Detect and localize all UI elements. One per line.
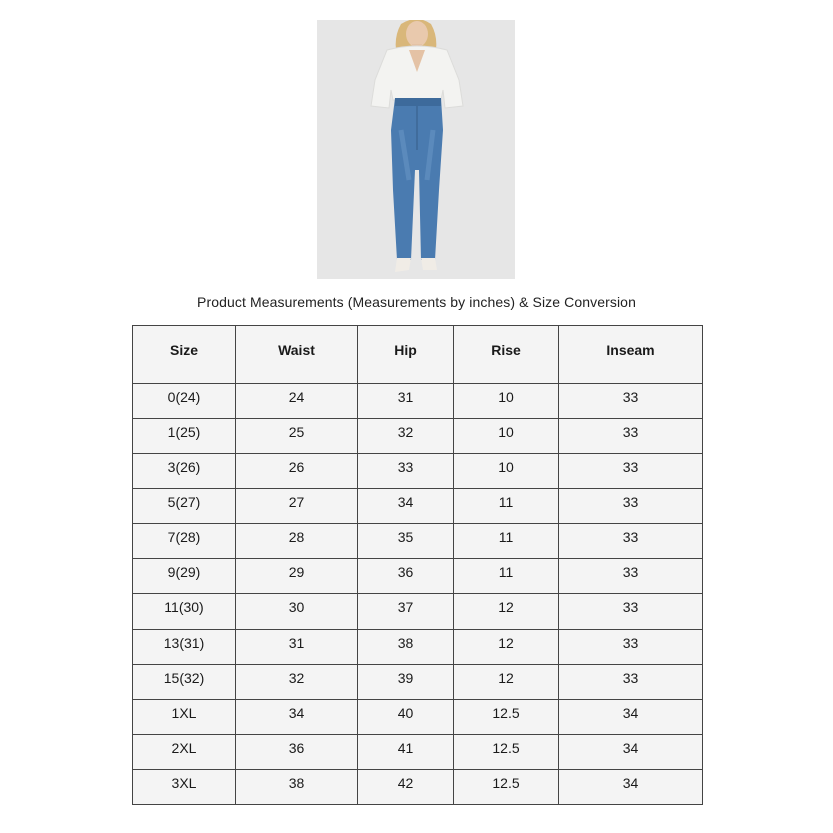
cell-inseam: 33 (559, 629, 703, 664)
cell-size: 3XL (133, 769, 236, 804)
cell-waist: 38 (236, 769, 358, 804)
cell-hip: 39 (358, 664, 454, 699)
cell-inseam: 33 (559, 419, 703, 454)
product-photo (317, 20, 515, 279)
cell-size: 15(32) (133, 664, 236, 699)
table-row (133, 699, 703, 734)
cell-size: 0(24) (133, 384, 236, 419)
cell-inseam: 33 (559, 524, 703, 559)
table-row (133, 629, 703, 664)
cell-inseam: 33 (559, 559, 703, 594)
cell-waist: 25 (236, 419, 358, 454)
table-row (133, 664, 703, 699)
cell-waist: 27 (236, 489, 358, 524)
table-row (133, 769, 703, 804)
table-header-row (133, 326, 703, 384)
table-row (133, 454, 703, 489)
cell-rise: 10 (454, 384, 559, 419)
header-rise: Rise (454, 326, 559, 384)
cell-hip: 41 (358, 734, 454, 769)
cell-hip: 35 (358, 524, 454, 559)
header-waist: Waist (236, 326, 358, 384)
cell-size: 9(29) (133, 559, 236, 594)
cell-hip: 38 (358, 629, 454, 664)
table-row (133, 489, 703, 524)
cell-rise: 12.5 (454, 699, 559, 734)
header-size: Size (133, 326, 236, 384)
cell-rise: 11 (454, 489, 559, 524)
table-row (133, 384, 703, 419)
cell-hip: 31 (358, 384, 454, 419)
cell-hip: 40 (358, 699, 454, 734)
header-inseam: Inseam (559, 326, 703, 384)
cell-rise: 12 (454, 594, 559, 629)
table-body (133, 384, 703, 805)
cell-waist: 24 (236, 384, 358, 419)
cell-hip: 42 (358, 769, 454, 804)
cell-rise: 10 (454, 419, 559, 454)
cell-size: 1(25) (133, 419, 236, 454)
cell-hip: 36 (358, 559, 454, 594)
table-row (133, 594, 703, 629)
cell-inseam: 34 (559, 734, 703, 769)
cell-waist: 36 (236, 734, 358, 769)
table-row (133, 559, 703, 594)
table-row (133, 524, 703, 559)
cell-rise: 11 (454, 559, 559, 594)
table-caption: Product Measurements (Measurements by inches) & Size Conversion (197, 294, 636, 310)
cell-rise: 11 (454, 524, 559, 559)
cell-rise: 10 (454, 454, 559, 489)
cell-waist: 32 (236, 664, 358, 699)
cell-rise: 12.5 (454, 769, 559, 804)
cell-waist: 28 (236, 524, 358, 559)
header-hip: Hip (358, 326, 454, 384)
cell-size: 3(26) (133, 454, 236, 489)
table-row (133, 734, 703, 769)
cell-rise: 12 (454, 664, 559, 699)
cell-size: 7(28) (133, 524, 236, 559)
size-chart-table (132, 325, 703, 805)
cell-waist: 26 (236, 454, 358, 489)
cell-inseam: 33 (559, 664, 703, 699)
cell-size: 13(31) (133, 629, 236, 664)
cell-inseam: 34 (559, 769, 703, 804)
cell-size: 1XL (133, 699, 236, 734)
cell-rise: 12 (454, 629, 559, 664)
cell-waist: 29 (236, 559, 358, 594)
table-row (133, 419, 703, 454)
cell-size: 5(27) (133, 489, 236, 524)
cell-waist: 31 (236, 629, 358, 664)
model-photo-icon (317, 20, 515, 279)
cell-size: 11(30) (133, 594, 236, 629)
cell-hip: 33 (358, 454, 454, 489)
cell-waist: 30 (236, 594, 358, 629)
cell-inseam: 33 (559, 489, 703, 524)
cell-inseam: 33 (559, 384, 703, 419)
cell-rise: 12.5 (454, 734, 559, 769)
cell-inseam: 34 (559, 699, 703, 734)
cell-hip: 32 (358, 419, 454, 454)
cell-hip: 37 (358, 594, 454, 629)
cell-size: 2XL (133, 734, 236, 769)
cell-waist: 34 (236, 699, 358, 734)
cell-hip: 34 (358, 489, 454, 524)
cell-inseam: 33 (559, 454, 703, 489)
cell-inseam: 33 (559, 594, 703, 629)
